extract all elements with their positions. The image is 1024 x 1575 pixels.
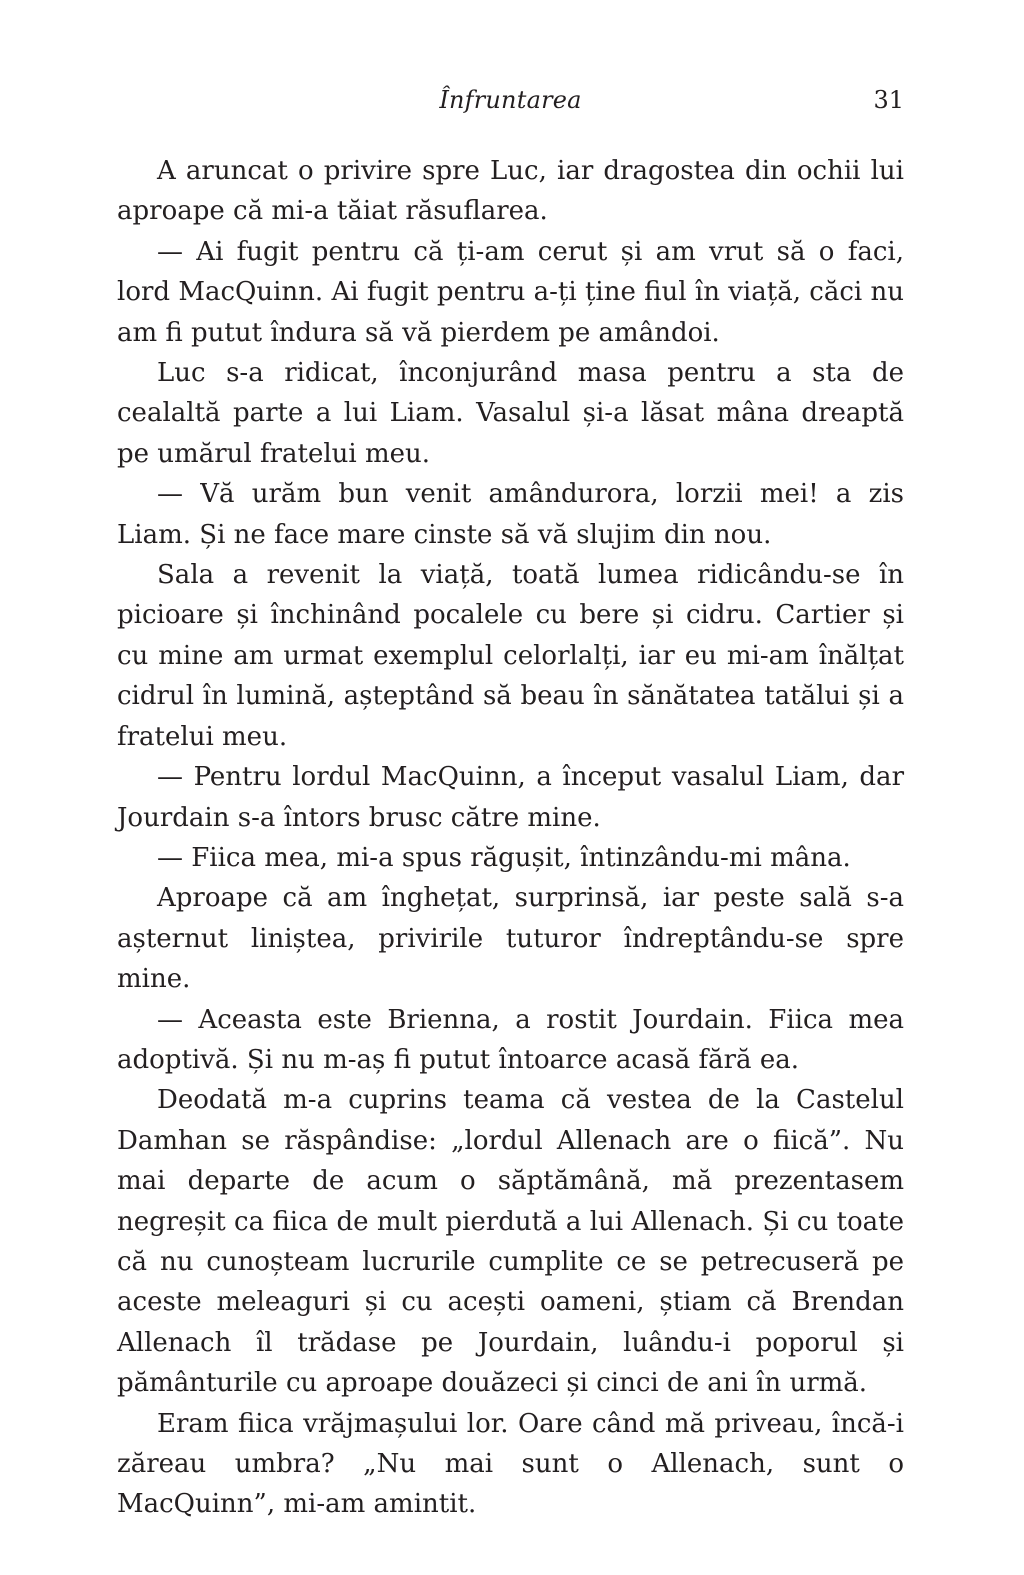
running-head	[117, 86, 904, 126]
page-number: 31	[873, 86, 904, 114]
paragraph: — Pentru lordul MacQuinn, a început vasalul Liam, dar Jourdain s-a întors brusc către mine.	[117, 762, 904, 833]
paragraph: — Aceasta este Brienna, a rostit Jourdain. Fiica mea adoptivă. Și nu m-aș fi putut întoarce acasă fără ea.	[117, 1004, 904, 1075]
paragraph: Eram fiica vrăjmașului lor. Oare când mă priveau, încă-i zăreau umbra? „Nu mai sunt o Allenach, sunt o MacQuinn”, mi-am amintit.	[117, 1408, 904, 1520]
paragraph: — Fiica mea, mi-a spus răgușit, întinzându-mi mâna.	[157, 842, 851, 873]
paragraph: — Vă urăm bun venit amândurora, lorzii mei! a zis Liam. Și ne face mare cinste să vă slujim din nou.	[117, 479, 904, 550]
body-text	[117, 151, 904, 1525]
paragraph: A aruncat o privire spre Luc, iar dragostea din ochii lui aproape că mi-a tăiat răsuflarea.	[117, 156, 904, 227]
chapter-title: Înfruntarea	[439, 86, 582, 114]
paragraph: Luc s-a ridicat, înconjurând masa pentru a sta de cealaltă parte a lui Liam. Vasalul și-a lăsat mâna dreaptă pe umărul fratelui meu.	[117, 358, 904, 469]
paragraph: Sala a revenit la viață, toată lumea ridicându-se în picioare și închinând pocalele cu bere și cidru. Cartier și cu mine am urmat exemplul celorlalți, iar eu mi-am înălțat cidrul în lumină, așteptând să beau în sănătatea tatălui și a fratelui meu.	[117, 560, 904, 752]
paragraph: — Ai fugit pentru că ți-am cerut și am vrut să o faci, lord MacQuinn. Ai fugit pentru a-ți ține fiul în viață, căci nu am fi putut îndura să vă pierdem pe amândoi.	[117, 236, 904, 348]
paragraph: Deodată m-a cuprins teama că vestea de la Castelul Damhan se răspândise: „lordul Allenach are o fiică”. Nu mai departe de acum o săptămână, mă prezentasem negreșit ca fiica de mult pierdută a lui Allenach. Și cu toate că nu cunoșteam lucrurile cumplite ce se petrecuseră pe aceste meleaguri și cu acești oameni, știam că Brendan Allenach îl trădase pe Jourdain, luându-i poporul și pământurile cu aproape douăzeci și cinci de ani în urmă.	[117, 1085, 904, 1399]
paragraph: Aproape că am înghețat, surprinsă, iar peste sală s-a așternut liniștea, privirile tuturor îndreptându-se spre mine.	[117, 883, 904, 995]
